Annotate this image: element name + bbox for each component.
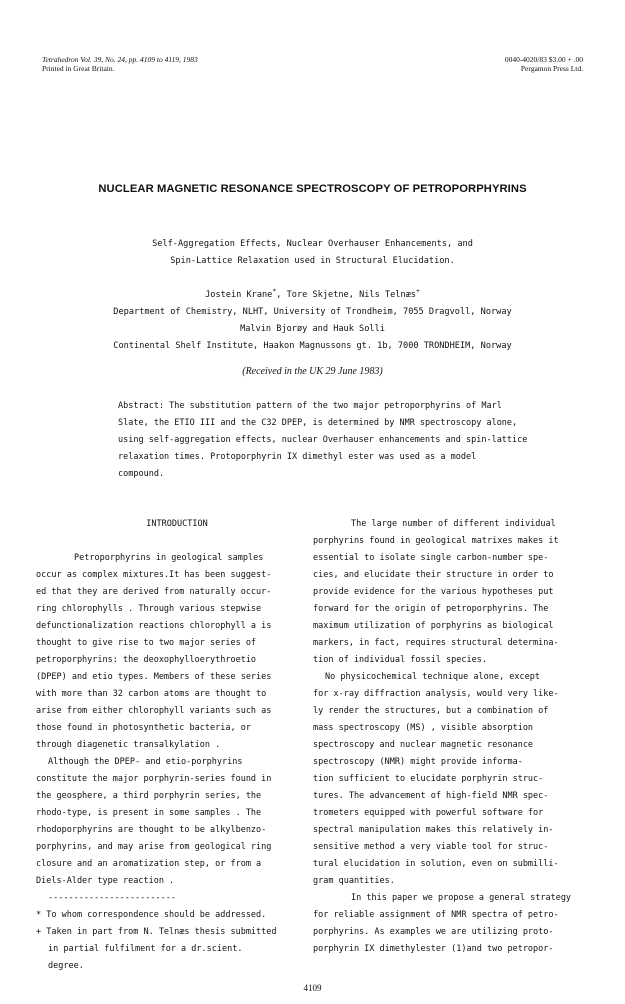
received-date: (Received in the UK 29 June 1983) (242, 366, 383, 377)
body-line: sensitive method a very viable tool for struc- (313, 842, 549, 852)
author-names-line: Malvin Bjorøy and Hauk Solli (240, 324, 385, 334)
body-line: through diagenetic transalkylation . (36, 740, 221, 750)
body-line: spectroscopy and nuclear magnetic resonance (313, 740, 534, 750)
body-line: with more than 32 carbon atoms are thought to (36, 689, 267, 699)
body-line: spectral manipulation makes this relatively in- (313, 825, 554, 835)
citation-line: Tetrahedron Vol. 39, No. 24, pp. 4109 to 4119, 1983 (42, 55, 198, 64)
body-line: ly render the structures, but a combination of (313, 706, 549, 716)
body-line: tion sufficient to elucidate porphyrin struc- (313, 774, 544, 784)
footnote-mark: + (415, 287, 420, 296)
body-line: No physicochemical technique alone, except (325, 672, 540, 682)
issn-price-line: 0040-4020/83 $3.00 + .00 (504, 55, 583, 64)
body-line: cies, and elucidate their structure in order to (313, 570, 554, 580)
paper-title: NUCLEAR MAGNETIC RESONANCE SPECTROSCOPY OF PETROPORPHYRINS (98, 183, 527, 195)
body-line: The large number of different individual (351, 519, 556, 529)
publisher-info (505, 55, 583, 73)
body-line: maximum utilization of porphyrins as biological (313, 621, 554, 631)
body-line: (DPEP) and etio types. Members of these series (36, 672, 272, 682)
body-line: Petroporphyrins in geological samples (74, 553, 264, 563)
section-heading: INTRODUCTION (146, 519, 208, 529)
left-column (36, 516, 318, 975)
subtitle-line: Self-Aggregation Effects, Nuclear Overhauser Enhancements, and (152, 239, 473, 249)
page-number: 4109 (303, 983, 322, 993)
author-block (0, 287, 625, 355)
affiliation-line: Department of Chemistry, NLHT, University of Trondheim, 7055 Dragvoll, Norway (113, 307, 512, 317)
footnote-rule: ------------------------- (48, 893, 176, 903)
body-line: ring chlorophylls . Through various stepwise (36, 604, 262, 614)
body-line: rhodo-type, is present in some samples . The (36, 808, 262, 818)
body-line: porphyrins found in geological matrixes makes it (313, 536, 559, 546)
body-line: for reliable assignment of NMR spectra of petro- (313, 910, 559, 920)
body-line: the geosphere, a third porphyrin series, the (36, 791, 262, 801)
abstract-line: Abstract: The substitution pattern of the two major petroporphyrins of Marl (118, 401, 502, 411)
body-line: markers, in fact, requires structural determina- (313, 638, 559, 648)
abstract-line: Slate, the ETIO III and the C32 DPEP, is determined by NMR spectroscopy alone, (118, 418, 518, 428)
body-line: In this paper we propose a general strategy (351, 893, 572, 903)
body-line: closure and an aromatization step, or from a (36, 859, 262, 869)
body-line: Although the DPEP- and etio-porphyrins (48, 757, 243, 767)
footnote-mark: * (272, 287, 277, 296)
body-line: ed that they are derived from naturally occur- (36, 587, 272, 597)
footnote-line: in partial fulfilment for a dr.scient. (48, 944, 243, 954)
affiliation-line: Continental Shelf Institute, Haakon Magnussons gt. 1b, 7000 TRONDHEIM, Norway (113, 341, 512, 351)
paper-subtitle (0, 236, 625, 270)
body-line: porphyrins. As examples we are utilizing proto- (313, 927, 554, 937)
body-line: gram quantities. (313, 876, 395, 886)
footnote-line: * To whom correspondence should be addressed. (36, 910, 267, 920)
body-line: tures. The advancement of high-field NMR spec- (313, 791, 549, 801)
body-line: occur as complex mixtures.It has been suggest- (36, 570, 272, 580)
body-line: constitute the major porphyrin-series found in (36, 774, 272, 784)
author-names-line (0, 287, 625, 304)
body-line: spectroscopy (NMR) might provide informa- (313, 757, 523, 767)
body-line: arise from either chlorophyll variants such as (36, 706, 272, 716)
footnote-line: + Taken in part from N. Telnæs thesis submitted (36, 927, 277, 937)
body-line: porphyrin IX dimethylester (1)and two petropor- (313, 944, 554, 954)
body-line: Diels-Alder type reaction . (36, 876, 175, 886)
author-name: Jostein Krane (205, 290, 273, 300)
body-line: essential to isolate single carbon-number spe- (313, 553, 549, 563)
abstract-line: compound. (118, 469, 165, 479)
abstract-line: relaxation times. Protoporphyrin IX dimethyl ester was used as a model (118, 452, 477, 462)
body-line: those found in photosynthetic bacteria, or (36, 723, 251, 733)
body-line: forward for the origin of petroporphyrins. The (313, 604, 549, 614)
body-line: defunctionalization reactions chlorophyll a is (36, 621, 272, 631)
body-line: for x-ray diffraction analysis, would very like- (313, 689, 559, 699)
body-line: trometers equipped with powerful software for (313, 808, 544, 818)
footnote-line: degree. (48, 961, 84, 971)
right-column (313, 516, 595, 958)
body-line: provide evidence for the various hypotheses put (313, 587, 554, 597)
body-line: tion of individual fossil species. (313, 655, 487, 665)
body-line: thought to give rise to two major series of (36, 638, 257, 648)
author-names: , Tore Skjetne, Nils Telnæs (276, 290, 416, 300)
abstract-line: using self-aggregation effects, nuclear Overhauser enhancements and spin-lattice (118, 435, 528, 445)
body-line: petroporphyrins: the deoxophylloerythroetio (36, 655, 257, 665)
body-line: porphyrins, and may arise from geological ring (36, 842, 272, 852)
body-line: mass spectroscopy (MS) , visible absorption (313, 723, 534, 733)
publisher-line: Pergamon Press Ltd. (520, 64, 583, 73)
printed-in-line: Printed in Great Britain. (42, 64, 115, 73)
body-line: rhodoporphyrins are thought to be alkylbenzo- (36, 825, 267, 835)
journal-citation (42, 55, 198, 73)
subtitle-line: Spin-Lattice Relaxation used in Structural Elucidation. (170, 256, 455, 266)
abstract (118, 398, 538, 483)
body-line: tural elucidation in solution, even on submilli- (313, 859, 559, 869)
